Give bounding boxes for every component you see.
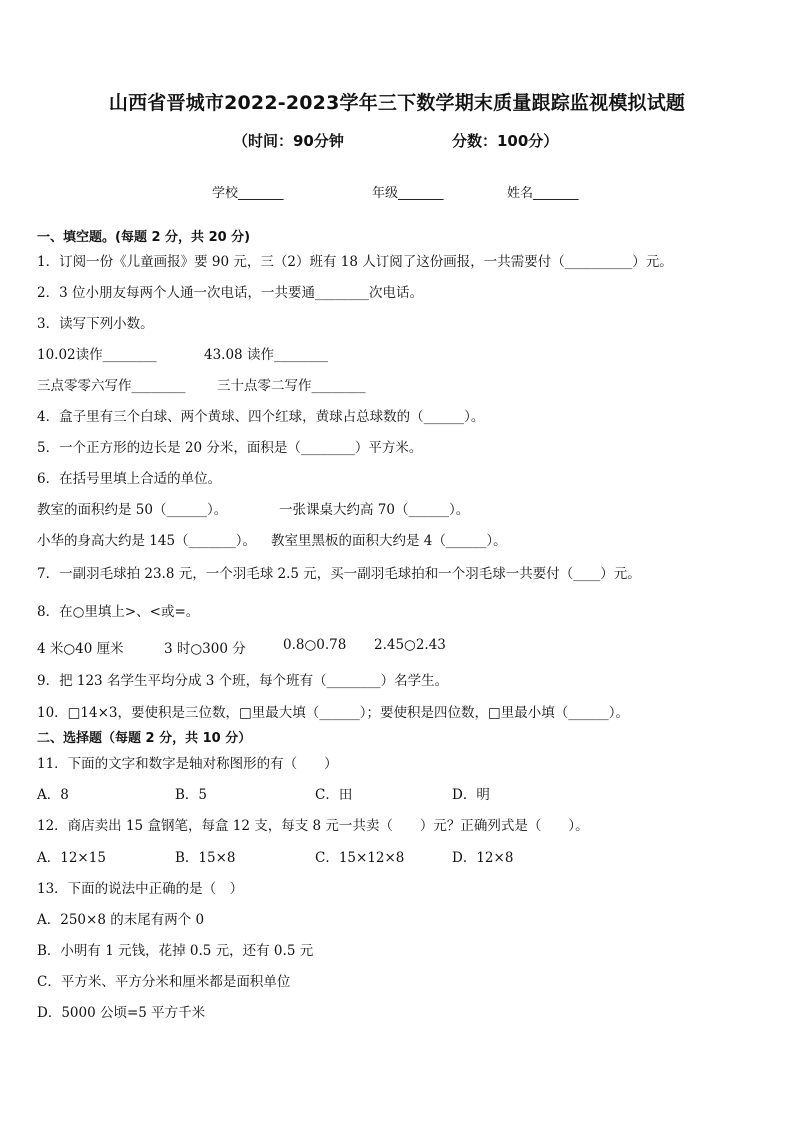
question-6-item-c: 小华的身高大约是 145（_______）。 [37, 533, 257, 549]
question-3: 3．读写下列小数。 [37, 316, 154, 332]
question-6-item-b: 一张课桌大约高 70（______）。 [279, 502, 470, 518]
question-3-item-c: 三点零零六写作________ [37, 378, 186, 394]
question-8-item-b: 3 时○300 分 [164, 641, 246, 657]
exam-time: （时间：90分钟 [233, 132, 344, 150]
school-field: 学校_______ [212, 186, 284, 201]
question-8-item-a: 4 米○40 厘米 [37, 641, 124, 657]
exam-score: 分数：100分） [452, 132, 559, 150]
section-fill-blank-heading: 一、填空题。(每题 2 分，共 20 分) [37, 230, 251, 245]
question-12-option-c: C．15×12×8 [315, 850, 405, 866]
question-6-item-a: 教室的面积约是 50（______）。 [37, 502, 228, 518]
question-11-option-c: C．田 [315, 787, 353, 803]
question-12-option-b: B．15×8 [175, 850, 236, 866]
question-13-option-b: B．小明有 1 元钱，花掉 0.5 元，还有 0.5 元 [37, 943, 314, 959]
question-3-item-a: 10.02读作________ [37, 347, 157, 363]
question-9: 9．把 123 名学生平均分成 3 个班，每个班有（________）名学生。 [37, 673, 449, 689]
question-5: 5．一个正方形的边长是 20 分米，面积是（________）平方米。 [37, 440, 423, 456]
question-7: 7．一副羽毛球拍 23.8 元，一个羽毛球 2.5 元，买一副羽毛球拍和一个羽毛球一共要付（____）元。 [37, 566, 641, 582]
question-11: 11．下面的文字和数字是轴对称图形的有（ ） [37, 756, 338, 772]
question-12: 12．商店卖出 15 盒钢笔，每盒 12 支，每支 8 元一共卖（ ）元？正确列式是（ ）。 [37, 818, 589, 834]
question-12-option-a: A．12×15 [37, 850, 106, 866]
question-6: 6．在括号里填上合适的单位。 [37, 471, 222, 487]
question-11-option-d: D．明 [452, 787, 490, 803]
question-2: 2．3 位小朋友每两个人通一次电话，一共要通________次电话。 [37, 285, 423, 301]
question-1: 1．订阅一份《儿童画报》要 90 元，三（2）班有 18 人订阅了这份画报，一共需要付（__________）元。 [37, 254, 673, 270]
question-13-option-d: D．5000 公顷=5 平方千米 [37, 1005, 206, 1021]
section-choice-heading: 二、选择题（每题 2 分，共 10 分） [37, 731, 252, 746]
page-title: 山西省晋城市2022-2023学年三下数学期末质量跟踪监视模拟试题 [108, 92, 686, 114]
question-3-item-b: 43.08 读作________ [204, 347, 328, 363]
question-8: 8．在○里填上>、<或=。 [37, 604, 200, 620]
name-field: 姓名_______ [507, 186, 579, 201]
question-4: 4．盒子里有三个白球、两个黄球、四个红球，黄球占总球数的（______）。 [37, 409, 485, 425]
question-11-option-b: B．5 [175, 787, 208, 803]
question-10: 10．□14×3，要使积是三位数，□里最大填（______）；要使积是四位数，□里最小填（______）。 [37, 705, 630, 721]
question-13-option-a: A．250×8 的末尾有两个 0 [37, 912, 205, 928]
question-8-item-d: 2.45○2.43 [374, 637, 446, 653]
grade-field: 年级_______ [372, 186, 444, 201]
question-13-option-c: C．平方米、平方分米和厘米都是面积单位 [37, 974, 291, 990]
question-6-item-d: 教室里黑板的面积大约是 4（______）。 [271, 533, 507, 549]
question-3-item-d: 三十点零二写作________ [217, 378, 366, 394]
question-11-option-a: A．8 [37, 787, 69, 803]
question-13: 13．下面的说法中正确的是（ ） [37, 881, 244, 897]
question-8-item-c: 0.8○0.78 [283, 637, 347, 653]
question-12-option-d: D．12×8 [452, 850, 514, 866]
